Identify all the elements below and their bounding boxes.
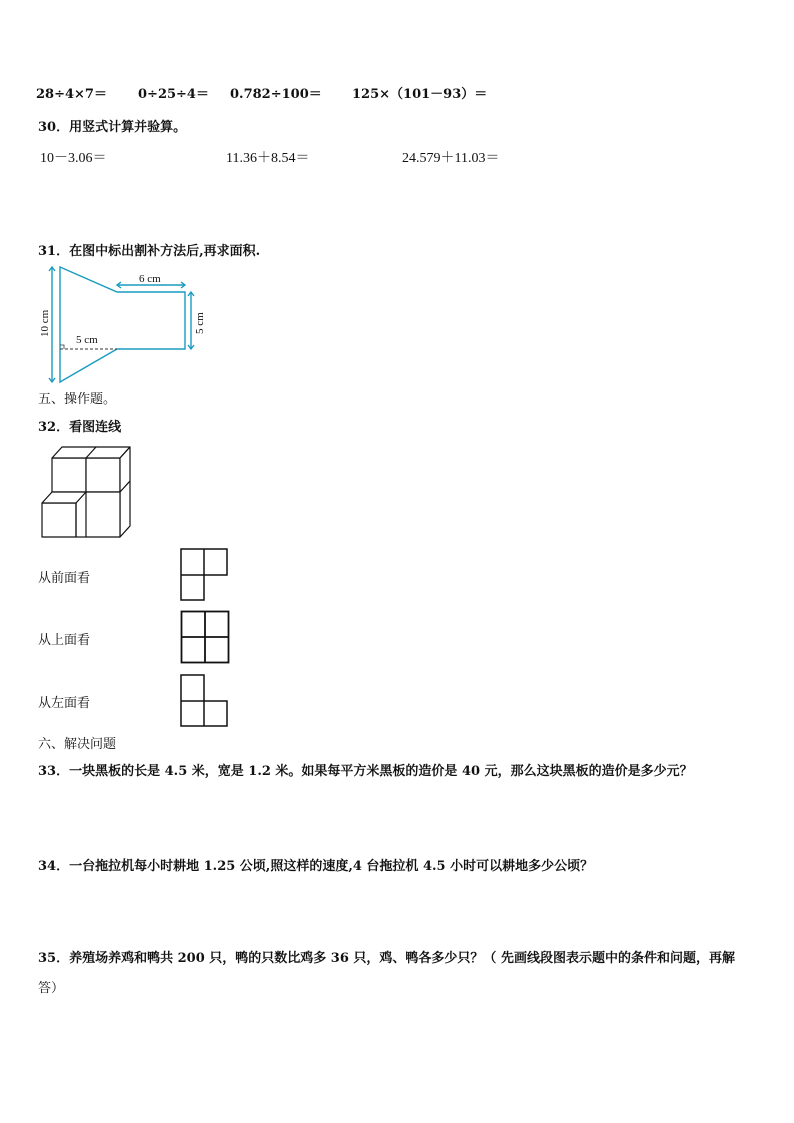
q32-view-shape-c[interactable]	[180, 674, 230, 728]
q29-item-4: 125×（101－93）＝	[352, 87, 488, 102]
q32-view-shape-a[interactable]	[180, 548, 230, 602]
section6-title: 六、解决问题	[38, 737, 117, 752]
q32-view-front: 从前面看	[38, 571, 91, 586]
q31-label-top: 6 cm	[139, 273, 161, 285]
q30-title: 30．用竖式计算并验算。	[38, 120, 187, 135]
q30-item-2: 11.36＋8.54＝	[226, 151, 310, 166]
q31-figure	[36, 262, 216, 387]
q32-view-top: 从上面看	[38, 633, 91, 648]
q29-item-3: 0.782÷100＝	[230, 87, 322, 102]
q33-text: 33．一块黑板的长是 4.5 米，宽是 1.2 米。如果每平方米黑板的造价是 40 元，那么这块黑板的造价是多少元？	[38, 764, 693, 779]
q31-title: 31．在图中标出割补方法后,再求面积.	[38, 244, 261, 259]
section5-title: 五、操作题。	[38, 392, 117, 407]
q30-item-1: 10－3.06＝	[40, 151, 107, 166]
q32-title: 32．看图连线	[38, 420, 122, 435]
q31-label-left: 10 cm	[39, 309, 51, 337]
q32-cube-figure	[38, 444, 134, 540]
q29-item-1: 28÷4×7＝	[36, 87, 107, 102]
q29-item-2: 0÷25÷4＝	[138, 87, 209, 102]
q32-view-left: 从左面看	[38, 696, 91, 711]
q30-item-3: 24.579＋11.03＝	[402, 151, 500, 166]
q35-line-2: 答）	[38, 981, 65, 996]
q32-view-shape-b[interactable]	[180, 610, 232, 666]
q35-line-1: 35．养殖场养鸡和鸭共 200 只，鸭的只数比鸡多 36 只，鸡、鸭各多少只？（ 先画线段图表示题中的条件和问题，再解	[38, 951, 735, 966]
q31-label-right: 5 cm	[194, 312, 206, 334]
q34-text: 34．一台拖拉机每小时耕地 1.25 公顷,照这样的速度,4 台拖拉机 4.5 小时可以耕地多少公顷？	[38, 859, 594, 874]
q31-label-bottom: 5 cm	[76, 334, 98, 346]
